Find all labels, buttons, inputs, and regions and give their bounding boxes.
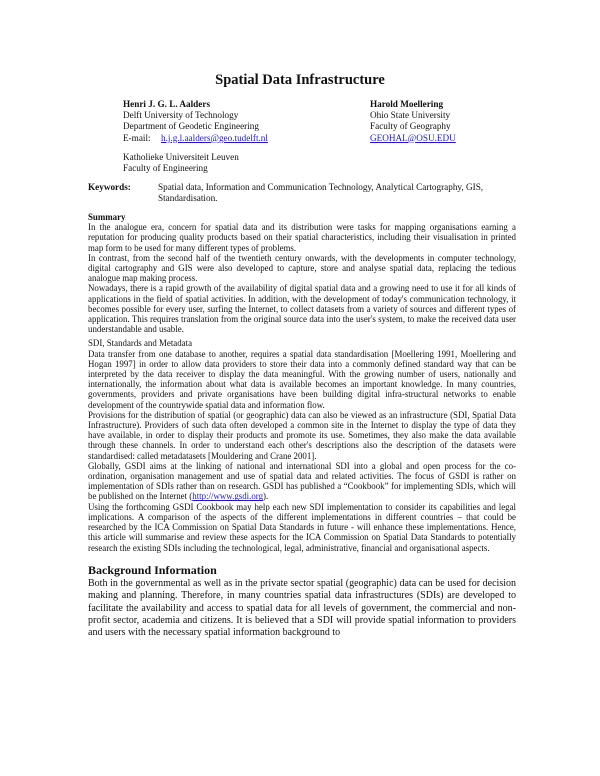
summary-paragraph: Nowadays, there is a rapid growth of the availability of digital spatial data and a growing need to use it for all kinds of applications in the field of spatial activities. In addition, with the development of today's communication technology, it becomes possible for every user, surfing the Internet, to collect datasets from a variety of sources and different types of application. This requires translation from the original source data into the user's system, to make the received data user understandable and usable.: [88, 283, 516, 335]
keywords-text: Spatial data, Information and Communication Technology, Analytical Cartography, GIS, Standardisation.: [158, 182, 484, 204]
author-moellering: [370, 99, 550, 144]
author-name: Henri J. G. L. Aalders: [123, 99, 211, 109]
author-department: Department of Geodetic Engineering: [123, 121, 259, 132]
background-heading: Background Information: [88, 562, 217, 577]
sdi-text: Globally, GSDI aims at the linking of national and international SDI into a global and open process for the co-ordination, organisation management and use of spatial data and related activities. The focus of GSDI is rather on implementation of SDIs rather than on research. GSDI has published a “Cookbook” for implementing SDIs, which will be published on the Internet (: [88, 460, 516, 502]
author-email-row: [123, 133, 363, 144]
author-email-link[interactable]: GEOHAL@OSU.EDU: [370, 132, 456, 143]
author-faculty-2: Faculty of Engineering: [123, 163, 208, 174]
summary-heading: Summary: [88, 212, 126, 222]
author-affiliation-2: Katholieke Universiteit Leuven: [123, 151, 239, 162]
author-faculty: Faculty of Geography: [370, 121, 451, 132]
sdi-paragraph: Data transfer from one database to another, requires a spatial data standardisation [Moellering 1991, Moellering and Hogan 1997] in order to allow data providers to store their data into a commonly defined standard way that can be interpreted by the data receiver to display the data meaningful. With the growing number of users, nationally and internationally, the information about what data is available becomes an important knowledge. In many countries, governments, providers and private organisations have been building digital infra-structural networks to enable development of the countrywide spatial data and information flow.: [88, 348, 516, 410]
sdi-paragraph: Using the forthcoming GSDI Cookbook may help each new SDI implementation to consider its capabilities and legal implications. A comparison of the aspects of the different implementations in different countries – that could be researched by the ICA Commission on Spatial Data Standards in future - will enhance these implementations. Hence, this article will summarise and review these aspects for the ICA Commission on Spatial Data Standards to potentially research the existing SDIs including the technological, legal, administrative, financial and organisational aspects.: [88, 501, 516, 553]
paper-title: Spatial Data Infrastructure: [215, 72, 385, 88]
summary-paragraph: In the analogue era, concern for spatial data and its distribution were tasks for mapping organisations earning a reputation for producing quality products based on their spatial characteristics, including their visualisation in printed map form to be used for many different types of problems.: [88, 222, 516, 253]
author-second-affiliation: [123, 152, 363, 174]
author-email-link[interactable]: h.j.g.l.aalders@geo.tudelft.nl: [161, 132, 268, 143]
author-affiliation: Delft University of Technology: [123, 110, 239, 121]
summary-paragraph: In contrast, from the second half of the twentieth century onwards, with the developments in computer technology, digital cartography and GIS were also developed to capture, store and analyse spatial data, replacing the tedious analogue map making process.: [88, 252, 516, 284]
gsdi-link[interactable]: http://www.gsdi.org: [192, 491, 264, 502]
sdi-heading: SDI, Standards and Metadata: [88, 338, 193, 349]
author-aalders: [123, 99, 363, 174]
keywords-label: Keywords:: [88, 182, 131, 192]
sdi-paragraph: [88, 461, 516, 502]
sdi-text: ).: [263, 491, 269, 502]
background-paragraph: Both in the governmental as well as in the private sector spatial (geographic) data can be used for decision making and planning. Therefore, in many countries spatial data infrastructures (SDIs) are developed to facilitate the availability and access to spatial data for all levels of government, the commercial and non-profit sector, academia and citizens. It is believed that a SDI will provide spatial information to providers and users with the necessary spatial information background to: [88, 577, 516, 639]
author-affiliation: Ohio State University: [370, 110, 451, 121]
sdi-paragraph: Provisions for the distribution of spatial (or geographic) data can also be viewed as an infrastructure (SDI, Spatial Data Infrastructure). Providers of such data often developed a common site in the Internet to display the type of data they have available, in order to display their products and promote its use. Sometimes, they also make the data available through these channels. In order to understand each other's descriptions also the description of the datasets were standardised: called metadatasets [Mouldering and Crane 2001].: [88, 409, 516, 461]
author-name: Harold Moellering: [370, 99, 444, 109]
body-text: [88, 212, 516, 640]
email-label: E-mail:: [123, 132, 151, 143]
